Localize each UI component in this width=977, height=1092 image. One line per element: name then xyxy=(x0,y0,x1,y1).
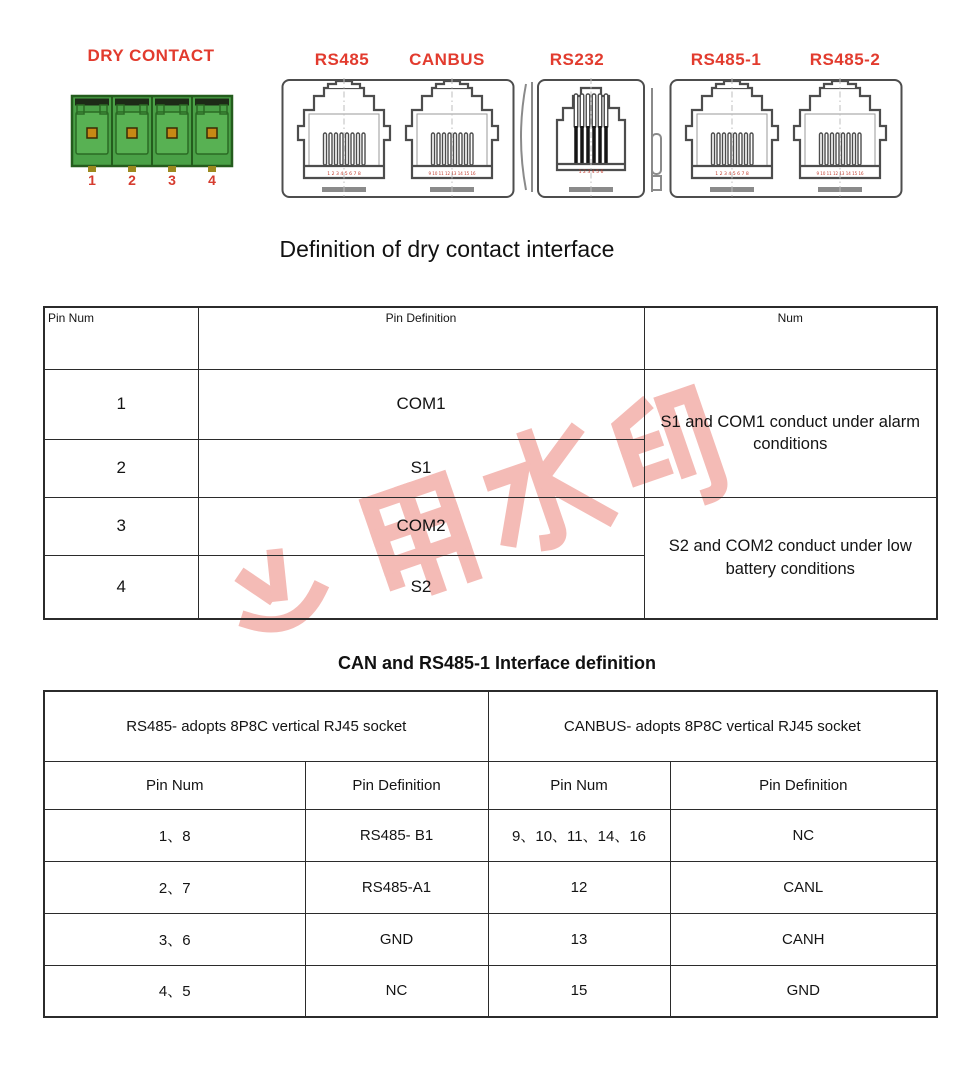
dry-contact-connector xyxy=(70,92,236,176)
pin-definition-cell: NC xyxy=(670,809,937,861)
table-group-header-row xyxy=(44,691,937,761)
table-row xyxy=(44,965,937,1017)
pin-num-cell: 15 xyxy=(488,965,670,1017)
column-header: Pin Definition xyxy=(305,761,488,809)
pin-num-cell: 3 xyxy=(44,497,198,555)
dry-contact-table xyxy=(43,306,938,620)
dry-pin-number: 2 xyxy=(128,172,136,188)
dry-contact-table-title: Definition of dry contact interface xyxy=(279,236,615,262)
pin-num-cell: 3、6 xyxy=(44,913,305,965)
dry-pin-number: 4 xyxy=(208,172,216,188)
column-header: Pin Definition xyxy=(670,761,937,809)
pin-num-cell: 1、8 xyxy=(44,809,305,861)
pin-definition-cell: RS485-A1 xyxy=(305,861,488,913)
rs232-pin-numbers: 1 2 3 4 5 6 xyxy=(578,170,604,175)
group-header: RS485- adopts 8P8C vertical RJ45 socket xyxy=(44,691,488,761)
table-row xyxy=(44,809,937,861)
can-rs485-table xyxy=(43,690,938,1018)
pin-definition-cell: COM1 xyxy=(198,369,644,439)
rs485-label: RS485 xyxy=(314,50,370,69)
table-header-row xyxy=(44,761,937,809)
table-row xyxy=(44,913,937,965)
pin-num-cell: 4 xyxy=(44,555,198,619)
pin-definition-cell: COM2 xyxy=(198,497,644,555)
pin-num-cell: 9、10、11、14、16 xyxy=(488,809,670,861)
pin-num-cell: 1 xyxy=(44,369,198,439)
column-header: Pin Num xyxy=(488,761,670,809)
pin-definition-cell: GND xyxy=(670,965,937,1017)
rs232-connector xyxy=(514,76,666,200)
table-row xyxy=(44,497,937,555)
table-row xyxy=(44,861,937,913)
pin-num-cell: 2 xyxy=(44,439,198,497)
rs485-canbus-connector xyxy=(281,76,515,200)
pin-definition-cell: NC xyxy=(305,965,488,1017)
rs485-pin-numbers: 1 2 3 4 5 6 7 8 xyxy=(327,172,361,177)
can-table-title: CAN and RS485-1 Interface definition xyxy=(337,653,657,673)
column-header: Pin Num xyxy=(44,761,305,809)
rs485-1-pin-numbers: 1 2 3 4 5 6 7 8 xyxy=(715,172,749,177)
canbus-label: CANBUS xyxy=(409,50,485,69)
pin-definition-cell: RS485- B1 xyxy=(305,809,488,861)
note-cell: S1 and COM1 conduct under alarm conditions xyxy=(644,369,937,497)
rs485-2-pin-numbers: 9 10 11 12 13 14 15 16 xyxy=(816,171,864,176)
pin-definition-cell: S2 xyxy=(198,555,644,619)
rs232-label: RS232 xyxy=(549,50,605,69)
dry-pin-number: 3 xyxy=(168,172,176,188)
pin-definition-cell: CANL xyxy=(670,861,937,913)
canbus-pin-numbers: 9 10 11 12 13 14 15 16 xyxy=(428,171,476,176)
column-header: Num xyxy=(644,307,937,369)
pin-num-cell: 12 xyxy=(488,861,670,913)
pin-num-cell: 4、5 xyxy=(44,965,305,1017)
pin-definition-cell: GND xyxy=(305,913,488,965)
dry-contact-label: DRY CONTACT xyxy=(87,46,215,65)
pin-num-cell: 13 xyxy=(488,913,670,965)
pin-definition-cell: S1 xyxy=(198,439,644,497)
rs485-1-label: RS485-1 xyxy=(690,50,762,69)
table-row xyxy=(44,369,937,439)
dry-pin-number: 1 xyxy=(88,172,96,188)
column-header: Pin Definition xyxy=(198,307,644,369)
note-cell: S2 and COM2 conduct under low battery conditions xyxy=(644,497,937,619)
table-header-row xyxy=(44,307,937,369)
group-header: CANBUS- adopts 8P8C vertical RJ45 socket xyxy=(488,691,937,761)
pin-num-cell: 2、7 xyxy=(44,861,305,913)
rs485-2-label: RS485-2 xyxy=(809,50,881,69)
pin-definition-cell: CANH xyxy=(670,913,937,965)
column-header: Pin Num xyxy=(44,307,198,369)
rs485-1-2-connector xyxy=(669,76,903,200)
